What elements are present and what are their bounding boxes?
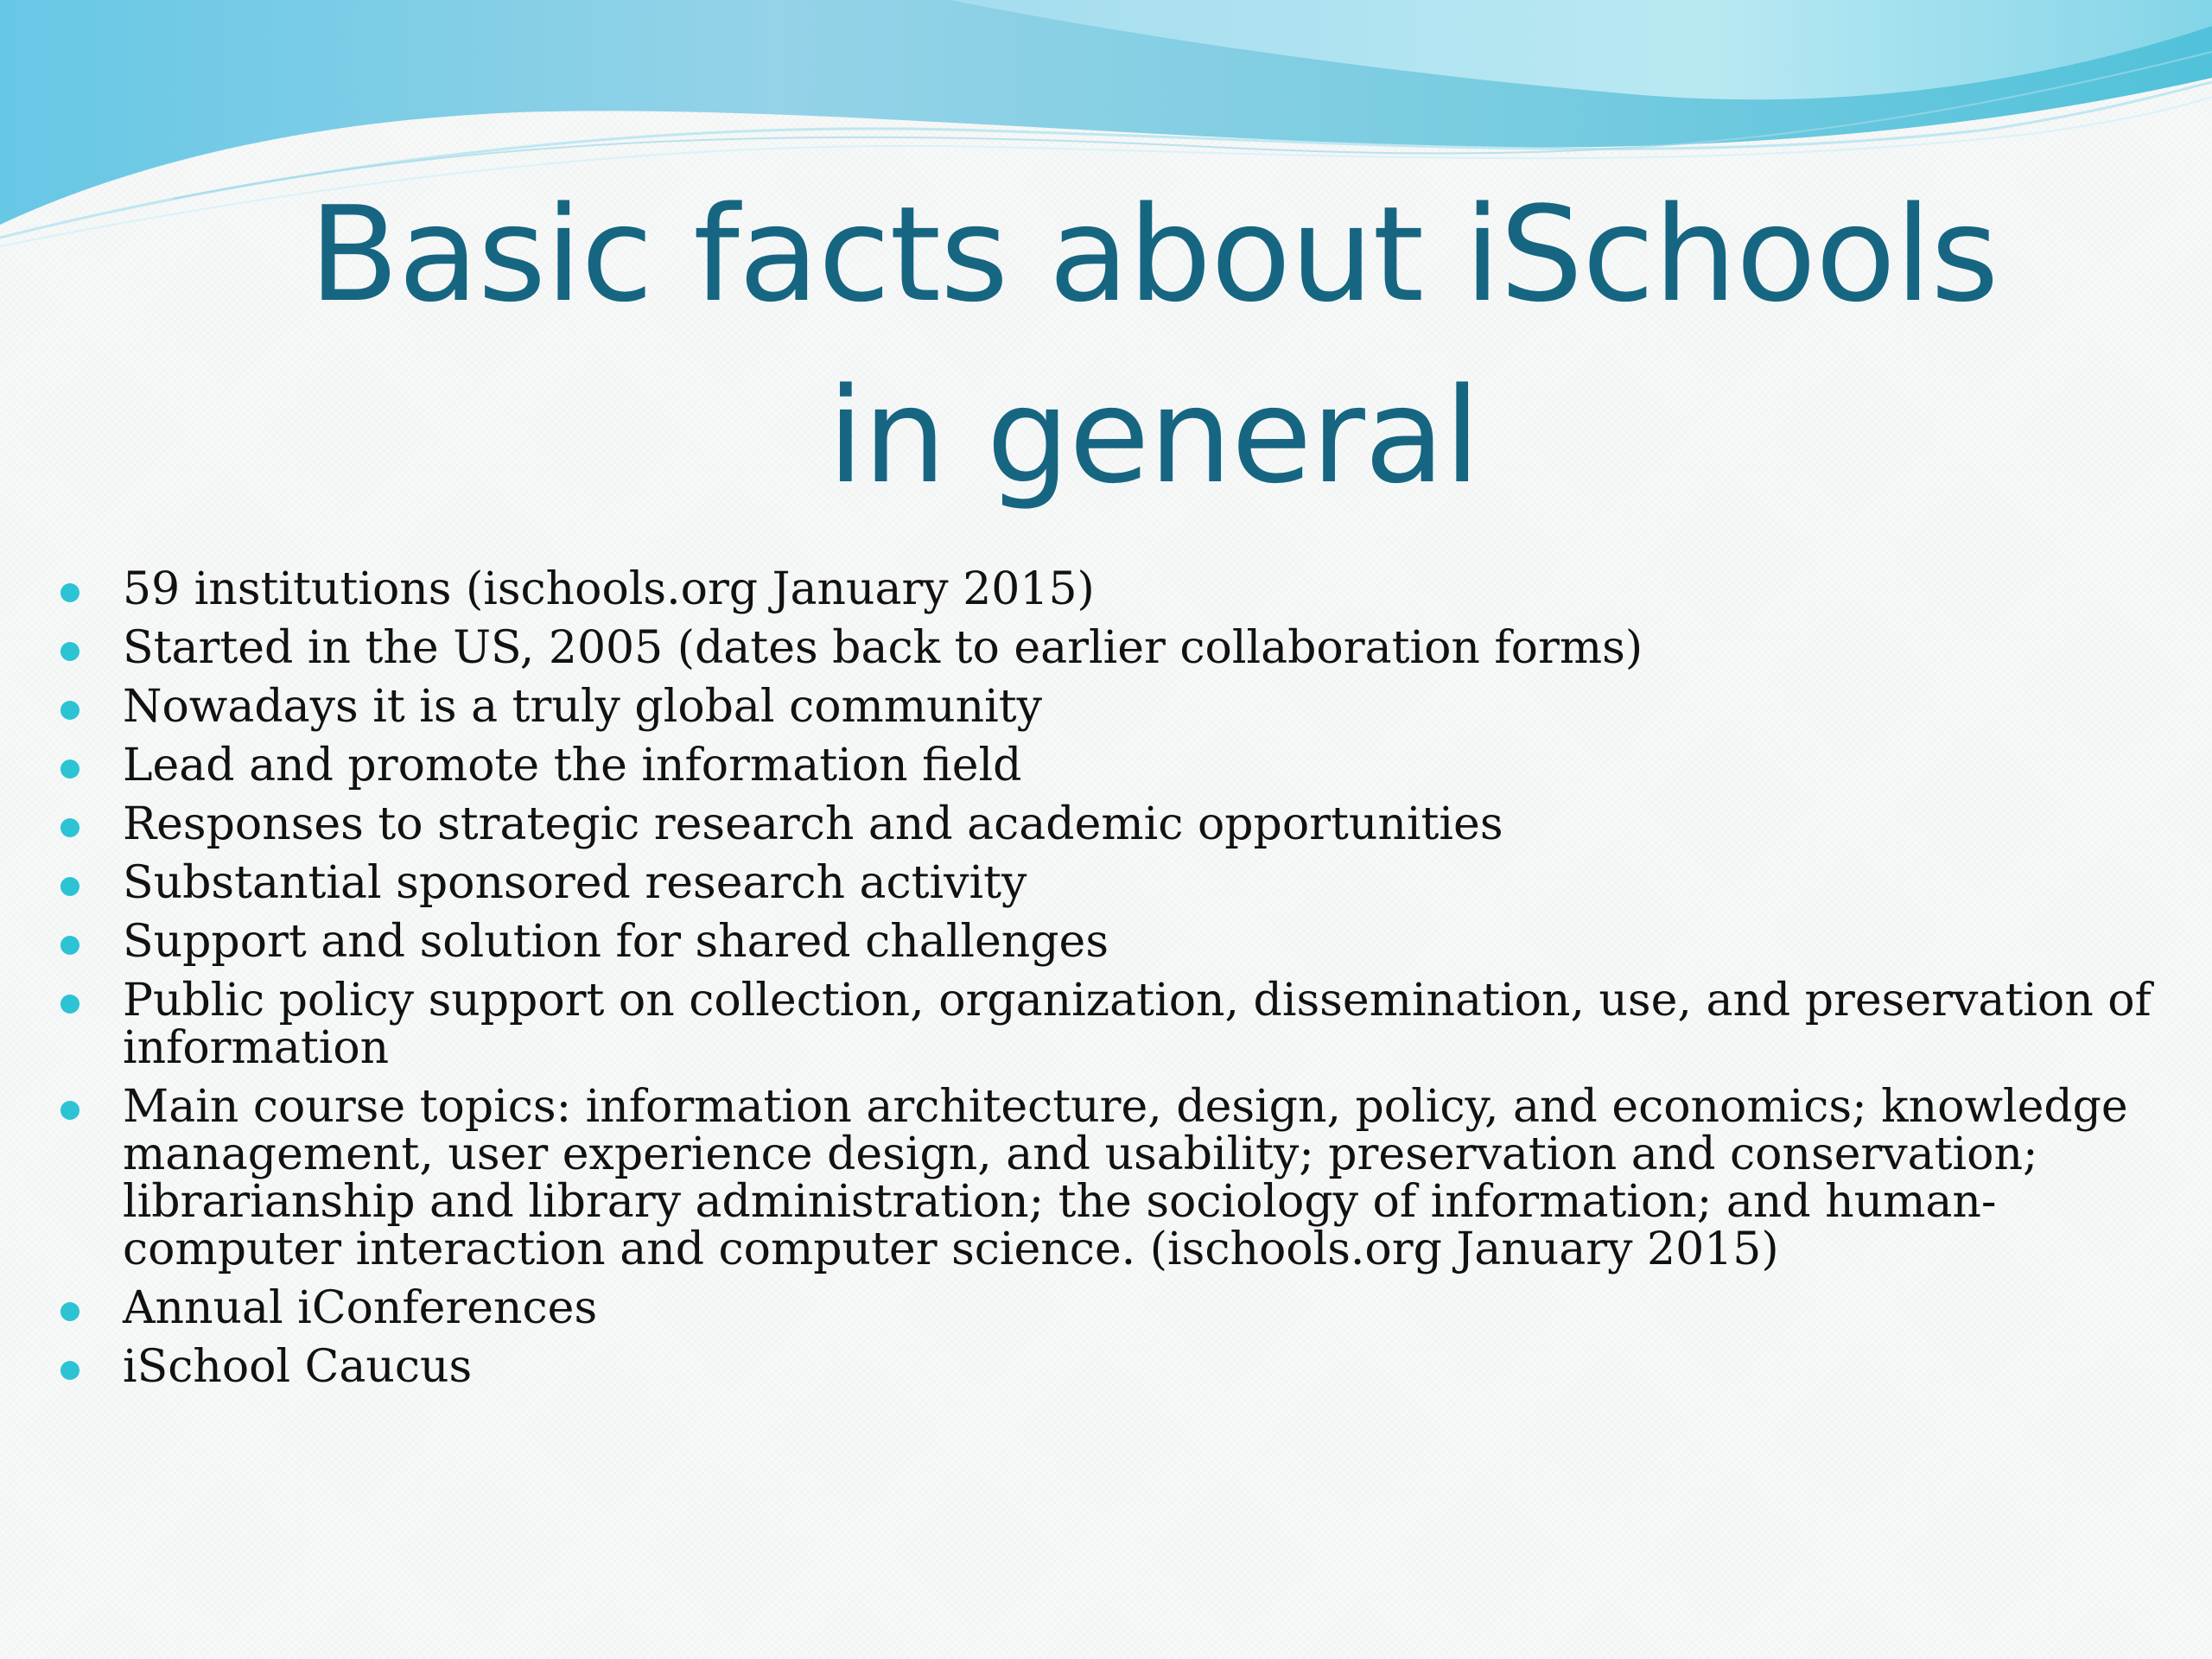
list-item-text: iSchool Caucus [123,1341,473,1393]
slide-title: Basic facts about iSchools in general [308,178,1999,512]
list-item [60,1081,2169,1275]
list-item-text: Lead and promote the information field [123,740,1022,791]
bullet-icon [60,1302,79,1321]
list-item [60,918,2169,966]
list-item-text: Nowadays it is a truly global community [123,681,1043,733]
list-item [60,1282,2169,1334]
list-item-text: Annual iConferences [123,1282,598,1334]
list-item-text: 59 institutions (ischools.org January 2015) [123,563,1095,615]
list-item [60,857,2169,909]
bullet-icon [60,877,79,896]
bullet-icon [60,642,79,661]
list-item-text: Public policy support on collection, organization, dissemination, use, and preservation of information [123,975,2152,1074]
bullet-icon [60,701,79,720]
list-item-text: Responses to strategic research and academic opportunities [123,798,1503,850]
list-item [60,1341,2169,1393]
bullet-list [60,563,2169,1402]
bullet-icon [60,1101,79,1120]
list-item [60,742,2169,790]
list-item-text: Started in the US, 2005 (dates back to earlier collaboration forms) [123,622,1643,674]
list-item [60,563,2169,615]
bullet-icon [60,995,79,1014]
list-item [60,798,2169,850]
bullet-icon [60,1361,79,1380]
bullet-icon [60,583,79,602]
list-item-text: Support and solution for shared challenges [123,916,1109,968]
list-item [60,683,2169,731]
list-item-text: Substantial sponsored research activity [123,857,1027,909]
bullet-icon [60,818,79,837]
bullet-icon [60,936,79,955]
list-item-text: Main course topics: information architecture, design, policy, and economics; knowledge management, user experience design, and usability; preservation and conservation; librarianship and library administration; the sociology of information; and human-computer interaction and computer science. (ischools.org January 2015) [123,1081,2128,1275]
list-item [60,622,2169,674]
list-item [60,977,2169,1072]
bullet-icon [60,760,79,779]
